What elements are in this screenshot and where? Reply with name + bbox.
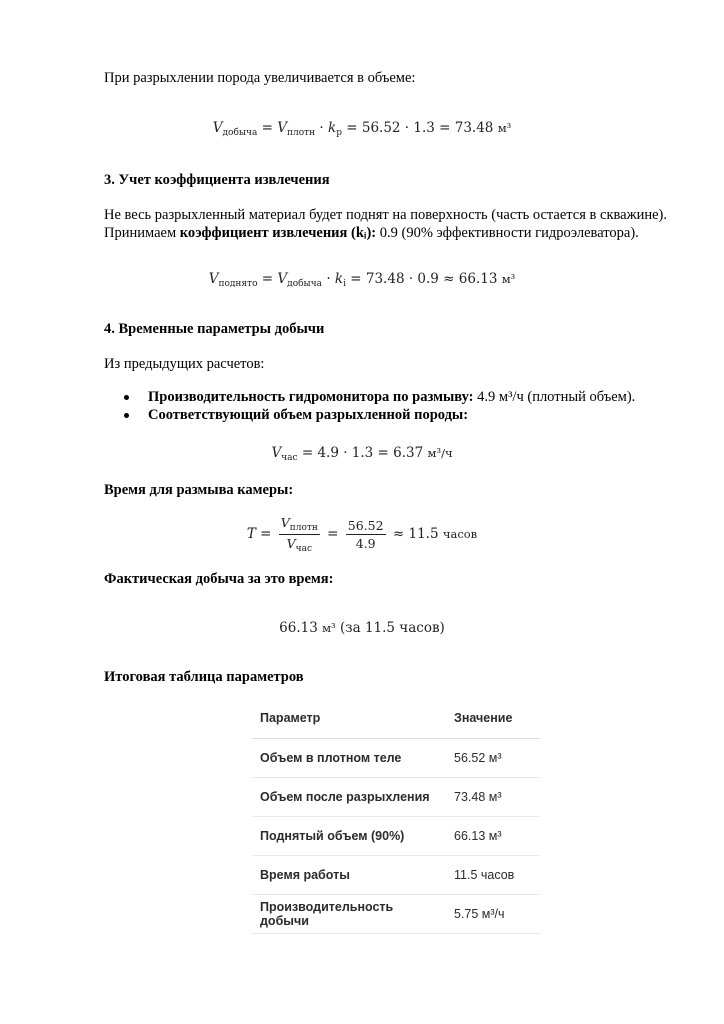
var-t: T xyxy=(246,526,256,542)
param-value: 73.48 м³ xyxy=(446,778,540,817)
fraction-denominator xyxy=(279,535,320,554)
sub-label: плотн xyxy=(287,128,316,138)
formula-actual-output xyxy=(0,620,724,636)
table-row xyxy=(252,856,540,895)
text-bold: Соответствующий объем разрыхленной породы: xyxy=(148,407,469,423)
bullet-list xyxy=(104,388,635,424)
list-item xyxy=(104,388,635,406)
sub-label: добыча xyxy=(287,279,323,289)
section-4-heading: 4. Временные параметры добычи xyxy=(104,321,325,337)
formula-unit: часов xyxy=(442,527,478,541)
var-v: V xyxy=(271,445,282,461)
var-v: V xyxy=(212,120,223,136)
param-value: 11.5 часов xyxy=(446,856,540,895)
param-value: 66.13 м³ xyxy=(446,817,540,856)
bullet-icon xyxy=(124,395,129,400)
param-name: Поднятый объем (90%) xyxy=(252,817,446,856)
column-header-value: Значение xyxy=(446,697,540,739)
param-name: Время работы xyxy=(252,856,446,895)
washout-heading: Время для размыва камеры: xyxy=(104,482,294,498)
table-row xyxy=(252,895,540,934)
table-row xyxy=(252,778,540,817)
sub-label: добыча xyxy=(222,128,258,138)
formula-washout-time: T = $\frac{V_{плотн}}{V_{час}}$ = $\frac{56.52}{4.9}$ ≈ 11.5 часов xyxy=(246,515,478,554)
param-value: 5.75 м³/ч xyxy=(446,895,540,934)
formula-expression: = 4.9 · 1.3 = 6.37 xyxy=(301,445,424,461)
sub-label: i xyxy=(343,279,346,289)
actual-heading: Фактическая добыча за это время: xyxy=(104,571,334,587)
table-header-row xyxy=(252,697,540,739)
sub-label: плотн xyxy=(289,523,318,533)
text-rest: 4.9 м³/ч (плотный объем). xyxy=(473,389,636,405)
table-row xyxy=(252,739,540,778)
table-row xyxy=(252,817,540,856)
param-name: Производительность добычи xyxy=(252,895,446,934)
formula-unit: м³ xyxy=(501,272,516,286)
section-3-line-2 xyxy=(104,224,639,242)
text-bold: Производительность гидромонитора по размыву: xyxy=(148,389,474,405)
summary-heading: Итоговая таблица параметров xyxy=(104,669,304,685)
text-pre: Принимаем xyxy=(104,225,180,241)
fraction-denominator: 4.9 xyxy=(355,536,376,551)
sub-label: p xyxy=(336,128,342,138)
var-v: V xyxy=(208,271,219,287)
text-bold: коэффициент извлечения (kᵢ): xyxy=(179,225,377,241)
text-post: 0.9 (90% эффективности гидроэлеватора). xyxy=(376,225,639,241)
var-k: k xyxy=(328,120,337,136)
var-k: k xyxy=(334,271,344,287)
formula-unit: м³/ч xyxy=(427,446,453,460)
param-name: Объем после разрыхления xyxy=(252,778,446,817)
sub-label: час xyxy=(281,453,298,463)
fraction-numerator: 56.52 xyxy=(347,518,384,533)
formula-hourly-volume xyxy=(0,445,724,463)
formula-expression: = 73.48 · 0.9 ≈ 66.13 xyxy=(350,271,498,287)
sub-label: час xyxy=(295,544,312,554)
formula-unit: м³ xyxy=(497,121,512,135)
parameters-table xyxy=(252,697,540,934)
formula-unit: м³ xyxy=(322,621,336,635)
list-item xyxy=(104,406,635,424)
var-v: V xyxy=(277,271,288,287)
loosening-text: При разрыхлении порода увеличивается в объеме: xyxy=(104,70,416,86)
formula-lifted-volume: $V_{поднято} = V_{добыча} \cdot k_i = 73.48 \cdot 0.9 \approx 66.13$ м³ xyxy=(208,271,516,289)
formula-rest: (за 11.5 часов) xyxy=(339,620,445,636)
sub-label: поднято xyxy=(218,279,258,289)
formula-value: 66.13 xyxy=(279,620,318,636)
var-v: V xyxy=(280,515,290,530)
section-3-heading: 3. Учет коэффициента извлечения xyxy=(104,172,330,188)
param-value: 56.52 м³ xyxy=(446,739,540,778)
section-4-intro: Из предыдущих расчетов: xyxy=(104,356,265,372)
formula-expression: = 56.52 · 1.3 = 73.48 xyxy=(346,120,494,136)
fraction-volumes xyxy=(279,515,320,554)
var-v: V xyxy=(286,536,296,551)
param-name: Объем в плотном теле xyxy=(252,739,446,778)
fraction-numbers xyxy=(346,518,386,551)
var-v: V xyxy=(277,120,287,136)
bullet-icon xyxy=(124,413,129,418)
fraction-numerator xyxy=(279,515,320,535)
section-3-line-1: Не весь разрыхленный материал будет поднят на поверхность (часть остается в скважине). xyxy=(104,207,668,223)
column-header-parameter: Параметр xyxy=(252,697,446,739)
formula-result: ≈ 11.5 xyxy=(392,526,439,542)
formula-extracted-volume: $V_{добыча} = V_{плотн} \cdot k_p = 56.52 \cdot 1.3 = 73.48$ м³ xyxy=(212,120,512,138)
